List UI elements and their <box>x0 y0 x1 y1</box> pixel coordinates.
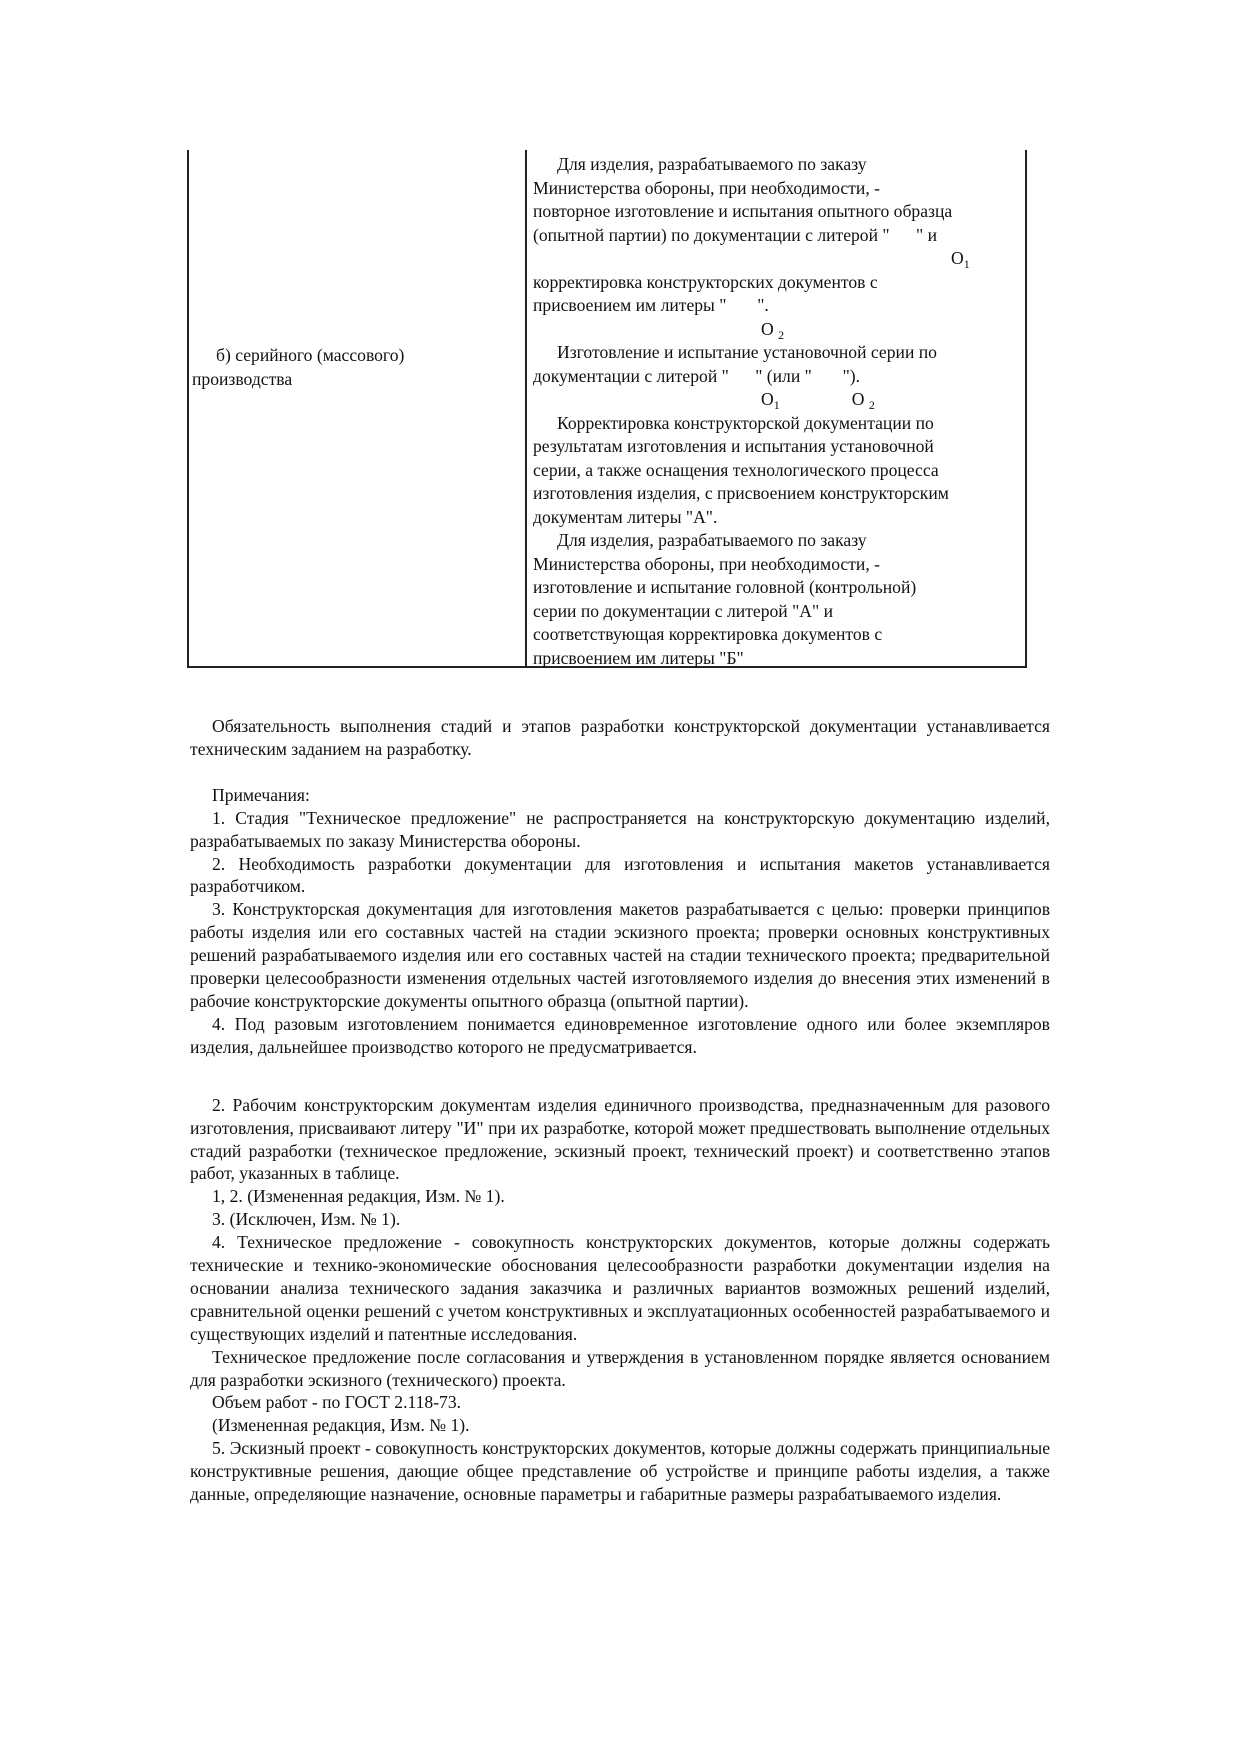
litera-sub: 2 <box>778 327 785 342</box>
cell-line: (опытной партии) по документации с литерой " " и <box>533 224 937 245</box>
cell-line: документам литеры "А". <box>533 506 718 527</box>
note-item: 1. Стадия "Техническое предложение" не распространяется на конструкторскую документацию изделий, разрабатываемых по заказу Министерства обороны. <box>190 807 1050 851</box>
litera-mark <box>533 318 1023 342</box>
cell-line: Корректировка конструкторской документации по <box>557 412 934 433</box>
cell-line: результатам изготовления и испытания установочной <box>533 436 934 456</box>
paragraph: 3. (Исключен, Изм. № 1). <box>212 1209 401 1230</box>
paragraph: (Измененная редакция, Изм. № 1). <box>212 1415 470 1436</box>
cell-line: документации с литерой " " (или " "). <box>533 365 861 386</box>
note-item: 4. Под разовым изготовлением понимается единовременное изготовление одного или более экземпляров изделия, дальнейшее производство которого не предусматривается. <box>190 1013 1050 1057</box>
cell-line: повторное изготовление и испытания опытного образца <box>533 201 953 221</box>
paragraph: Техническое предложение после согласования и утверждения в установленном порядке является основанием для разработки эскизного (технического) проекта. <box>190 1346 1050 1390</box>
cell-line: Для изделия, разрабатываемого по заказу <box>557 154 867 174</box>
litera-sub: 1 <box>773 398 780 412</box>
intro-paragraph: Обязательность выполнения стадий и этапов разработки конструкторской документации устанавливается техническим заданием на разработку. <box>190 716 1050 759</box>
cell-line: изготовление и испытание головной (контрольной) <box>533 577 917 597</box>
litera-letter: O <box>761 318 774 339</box>
stages-table <box>187 150 1027 668</box>
cell-line: серии по документации с литерой "А" и <box>533 600 833 621</box>
notes-title: Примечания: <box>212 784 310 805</box>
note-item: 2. Необходимость разработки документации для изготовления и испытания макетов устанавливается разработчиком. <box>190 853 1050 897</box>
litera-mark <box>533 247 1023 271</box>
litera-letter: O <box>951 248 964 268</box>
paragraph: Объем работ - по ГОСТ 2.118-73. <box>212 1392 462 1413</box>
litera-mark <box>533 388 1023 412</box>
stage-label: б) серийного (массового) <box>216 345 405 365</box>
cell-line: Министерства обороны, при необходимости, - <box>533 553 880 574</box>
column-divider <box>525 150 527 666</box>
cell-line: изготовления изделия, с присвоением конструкторским <box>533 483 949 503</box>
cell-line: корректировка конструкторских документов с <box>533 271 878 292</box>
cell-line: Изготовление и испытание установочной серии по <box>557 342 937 362</box>
cell-line: присвоением им литеры "Б" <box>533 647 744 668</box>
paragraph: 1, 2. (Измененная редакция, Изм. № 1). <box>212 1186 505 1207</box>
cell-line: Для изделия, разрабатываемого по заказу <box>557 530 867 550</box>
litera-letter: O <box>851 389 865 409</box>
cell-line: серии, а также оснащения технологического процесса <box>533 459 939 480</box>
cell-line: Министерства обороны, при необходимости, - <box>533 177 880 198</box>
note-item: 3. Конструкторская документация для изготовления макетов разрабатывается с целью: проверки принципов работы изделия или его составных частей на стадии эскизного проекта; проверки основных конструктивных решений разрабатываемого изделия или его составных частей на стадии технического проекта; предварительной проверки целесообразности изменения отдельных частей изготовляемого изделия до внесения этих изменений в рабочие конструкторские документы опытного образца (опытной партии). <box>190 899 1050 1011</box>
stage-cell <box>192 344 512 391</box>
paragraph: 4. Техническое предложение - совокупность конструкторских документов, которые должны содержать технические и технико-экономические обоснования целесообразности разработки документации изделия на основании анализа технического задания заказчика и различных вариантов возможных решений изделий, сравнительной оценки решений с учетом конструктивных и эксплуатационных особенностей разрабатываемого и существующих изделий и патентные исследования. <box>190 1232 1050 1344</box>
cell-line: присвоением им литеры " ". <box>533 295 769 315</box>
cell-line: соответствующая корректировка документов с <box>533 624 883 644</box>
document-body <box>190 715 1050 1506</box>
litera-letter: O <box>761 389 774 409</box>
litera-sub: 1 <box>963 257 970 271</box>
paragraph: 2. Рабочим конструкторским документам изделия единичного производства, предназначенным для разового изготовления, присваивают литеру "И" при их разработке, которой может предшествовать выполнение отдельных стадий разработки (техническое предложение, эскизный проект, технический проект) и соответственно этапов работ, указанных в таблице. <box>190 1094 1050 1184</box>
paragraph: 5. Эскизный проект - совокупность конструкторских документов, которые должны содержать принципиальные конструктивные решения, дающие общее представление об устройстве и принципе работы изделия, а также данные, определяющие назначение, основные параметры и габаритные размеры разрабатываемого изделия. <box>190 1438 1050 1505</box>
work-cell <box>533 153 1023 670</box>
litera-sub: 2 <box>868 398 875 412</box>
stage-label: производства <box>192 368 293 389</box>
